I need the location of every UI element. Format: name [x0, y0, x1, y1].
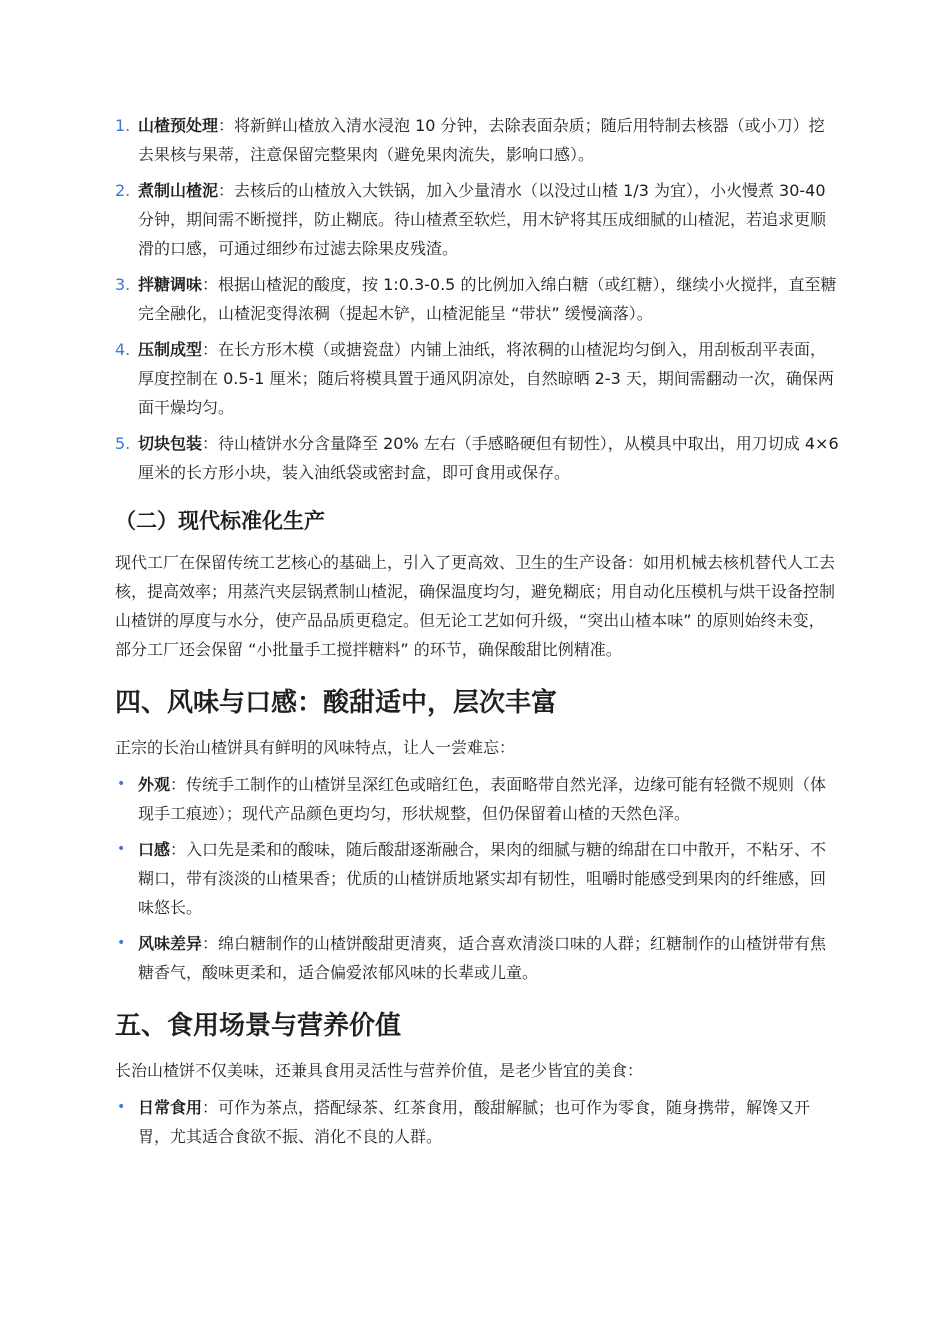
- list-item: [115, 270, 840, 328]
- nutrition-term: 日常食用: [138, 1098, 203, 1117]
- step-term: 拌糖调味: [138, 275, 203, 294]
- step-term: 压制成型: [138, 340, 203, 359]
- step-text: 根据山楂泥的酸度，按 1:0.3-0.5 的比例加入绵白糖（或红糖），继续小火搅拌，直至糖完全融化，山楂泥变得浓稠（提起木铲，山楂泥能呈 “带状” 缓慢滴落）。: [138, 275, 837, 323]
- term-separator: ：: [170, 775, 187, 794]
- list-item: [115, 111, 840, 169]
- list-number: 5.: [115, 434, 131, 453]
- flavor-text: 传统手工制作的山楂饼呈深红色或暗红色，表面略带自然光泽，边缘可能有轻微不规则（体现手工痕迹）；现代产品颜色更均匀，形状规整，但仍保留着山楂的天然色泽。: [138, 775, 827, 823]
- term-separator: ：: [202, 434, 219, 453]
- list-number: 1.: [115, 116, 131, 135]
- term-separator: ：: [202, 340, 219, 359]
- list-number: 3.: [115, 275, 131, 294]
- list-item: [115, 929, 840, 987]
- list-number: 4.: [115, 340, 131, 359]
- step-term: 山楂预处理: [138, 116, 219, 135]
- term-separator: ：: [218, 181, 235, 200]
- bullet-icon: •: [117, 1099, 126, 1115]
- bullet-icon: •: [117, 935, 126, 951]
- flavor-term: 风味差异: [138, 934, 203, 953]
- nutrition-intro: 长治山楂饼不仅美味，还兼具食用灵活性与营养价值，是老少皆宜的美食：: [115, 1061, 644, 1080]
- nutrition-section-heading: 五、食用场景与营养价值: [115, 1011, 402, 1041]
- list-item: [115, 1093, 840, 1151]
- production-steps-list: [115, 111, 840, 487]
- term-separator: ：: [170, 840, 187, 859]
- nutrition-list: [115, 1093, 840, 1151]
- term-separator: ：: [202, 1098, 219, 1117]
- term-separator: ：: [202, 934, 219, 953]
- list-item: [115, 335, 840, 422]
- flavor-section-heading: 四、风味与口感：酸甜适中，层次丰富: [115, 688, 558, 718]
- modern-production-heading: （二）现代标准化生产: [115, 509, 325, 533]
- nutrition-text: 可作为茶点，搭配绿茶、红茶食用，酸甜解腻；也可作为零食，随身携带，解馋又开胃，尤其适合食欲不振、消化不良的人群。: [138, 1098, 811, 1146]
- step-text: 在长方形木模（或搪瓷盘）内铺上油纸，将浓稠的山楂泥均匀倒入，用刮板刮平表面，厚度控制在 0.5-1 厘米；随后将模具置于通风阴凉处，自然晾晒 2-3 天，期间需翻动一次，确保两面干燥均匀。: [138, 340, 834, 417]
- list-item: [115, 770, 840, 828]
- flavor-term: 口感: [138, 840, 171, 859]
- list-item: [115, 835, 840, 922]
- term-separator: ：: [202, 275, 219, 294]
- list-item: [115, 176, 840, 263]
- flavor-text: 入口先是柔和的酸味，随后酸甜逐渐融合，果肉的细腻与糖的绵甜在口中散开，不粘牙、不糊口，带有淡淡的山楂果香；优质的山楂饼质地紧实却有韧性，咀嚼时能感受到果肉的纤维感，回味悠长。: [138, 840, 827, 917]
- bullet-icon: •: [117, 776, 126, 792]
- step-text: 去核后的山楂放入大铁锅，加入少量清水（以没过山楂 1/3 为宜），小火慢煮 30-40 分钟，期间需不断搅拌，防止糊底。待山楂煮至软烂，用木铲将其压成细腻的山楂泥，若追求更顺滑的口感，可通过细纱布过滤去除果皮残渣。: [138, 181, 827, 258]
- step-term: 煮制山楂泥: [138, 181, 219, 200]
- step-text: 将新鲜山楂放入清水浸泡 10 分钟，去除表面杂质；随后用特制去核器（或小刀）挖去果核与果蒂，注意保留完整果肉（避免果肉流失，影响口感）。: [138, 116, 825, 164]
- list-item: [115, 429, 840, 487]
- bullet-icon: •: [117, 841, 126, 857]
- modern-production-paragraph: 现代工厂在保留传统工艺核心的基础上，引入了更高效、卫生的生产设备：如用机械去核机替代人工去核，提高效率；用蒸汽夹层锅煮制山楂泥，确保温度均匀，避免糊底；用自动化压模机与烘干设备控制山楂饼的厚度与水分，使产品品质更稳定。但无论工艺如何升级，“突出山楂本味” 的原则始终未变，部分工厂还会保留 “小批量手工搅拌糖料” 的环节，确保酸甜比例精准。: [115, 553, 836, 659]
- flavor-term: 外观: [138, 775, 171, 794]
- flavor-text: 绵白糖制作的山楂饼酸甜更清爽，适合喜欢清淡口味的人群；红糖制作的山楂饼带有焦糖香气，酸味更柔和，适合偏爱浓郁风味的长辈或儿童。: [138, 934, 827, 982]
- term-separator: ：: [218, 116, 235, 135]
- step-term: 切块包装: [138, 434, 203, 453]
- flavor-list: [115, 770, 840, 987]
- step-text: 待山楂饼水分含量降至 20% 左右（手感略硬但有韧性），从模具中取出，用刀切成 4×6 厘米的长方形小块，装入油纸袋或密封盒，即可食用或保存。: [138, 434, 839, 482]
- list-number: 2.: [115, 181, 131, 200]
- flavor-intro: 正宗的长治山楂饼具有鲜明的风味特点，让人一尝难忘：: [115, 738, 516, 757]
